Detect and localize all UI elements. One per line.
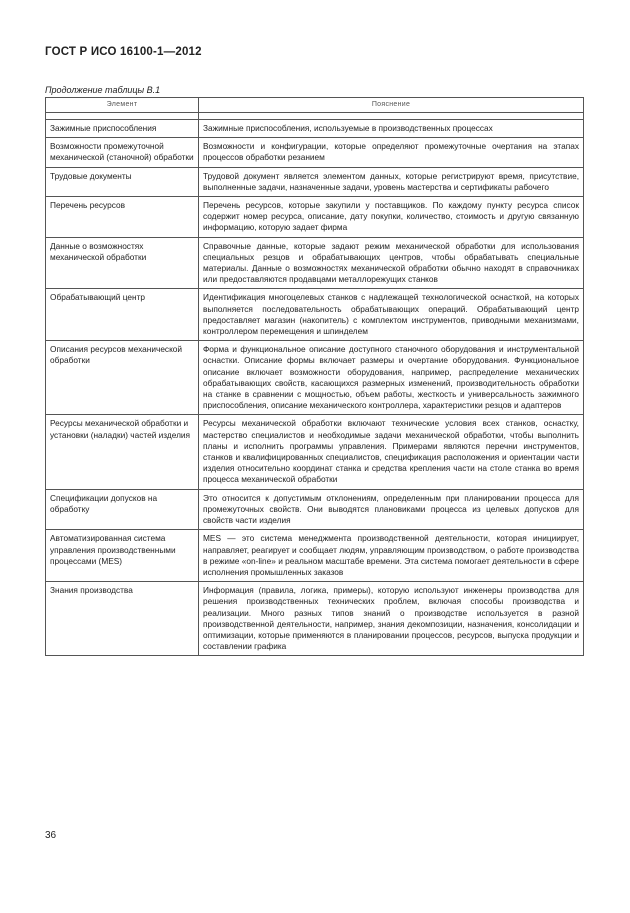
row-element-cell: Данные о возможностях механической обработки <box>46 237 199 289</box>
row-description-cell: Идентификация многоцелевых станков с надлежащей технологической оснасткой, на которых выполняется последовательность обрабатывающих операций. Обрабатывающий центр предоставляет магазин (накопитель) с комплектом инструментов, приводными механизмами, контроллером перемещения и шпинделем <box>199 289 584 341</box>
row-element-cell: Трудовые документы <box>46 167 199 196</box>
row-element-cell: Зажимные приспособления <box>46 120 199 138</box>
table-caption: Продолжение таблицы В.1 <box>45 85 161 95</box>
table-row <box>46 415 584 489</box>
document-header: ГОСТ Р ИСО 16100-1—2012 <box>45 46 202 58</box>
table-row <box>46 489 584 530</box>
table-row <box>46 582 584 656</box>
row-description-cell: Перечень ресурсов, которые закупили у поставщиков. По каждому пункту ресурса список содержит номер ресурса, описание, дату покупки, количество, стоимость и другую связанную информацию, которую задает фирма <box>199 197 584 238</box>
row-description-cell: Возможности и конфигурации, которые определяют промежуточные очертания на этапах процессов обработки резанием <box>199 138 584 167</box>
row-element-cell: Автоматизированная система управления производственными процессами (MES) <box>46 530 199 582</box>
row-element-cell: Спецификации допусков на обработку <box>46 489 199 530</box>
row-description-cell: Справочные данные, которые задают режим механической обработки для использования специальных резцов и обрабатывающих центров, чтобы обрабатывать специальные материалы. Данные о возможностях механической обработки обычно находят в справочниках или предоставляются продавцами металлорежущих станков <box>199 237 584 289</box>
row-description-cell: Ресурсы механической обработки включают технические условия всех станков, оснастку, мастерство специалистов и необходимые задачи механической обработки, чтобы выполнить планы и исполнить программы управления. Примерами являются перечни инструментов, станков и квалифицированных специалистов, спецификация расположения и ориентации части изделия относительно координат станка и средства крепления части на столе станка во время процесса механической обработки <box>199 415 584 489</box>
definitions-table <box>45 97 584 656</box>
table-row <box>46 530 584 582</box>
table-row <box>46 167 584 196</box>
row-element-cell: Обрабатывающий центр <box>46 289 199 341</box>
table-row <box>46 237 584 289</box>
page-number: 36 <box>45 830 57 841</box>
row-element-cell: Знания производства <box>46 582 199 656</box>
row-description-cell: Информация (правила, логика, примеры), которую используют инженеры производства для решения производственных технических проблем, включая способы производства и реализации. Много разных типов знаний о производстве используется в разной производственной деятельности, например, знания декомпозиции, назначения, консолидации и оптимизации, которые применяются в планировании процессов, ресурсов, выпуска продукции и составлении графика <box>199 582 584 656</box>
table-row <box>46 138 584 167</box>
column-header-element: Элемент <box>46 98 199 113</box>
table-row <box>46 120 584 138</box>
row-description-cell: Зажимные приспособления, используемые в производственных процессах <box>199 120 584 138</box>
table-spacer-row <box>46 113 584 120</box>
row-description-cell: MES — это система менеджмента производственной деятельности, которая инициирует, направляет, реагирует и сообщает людям, управляющим производством, о работе производства в режиме «on-line» и реальном масштабе времени. Эта система помогает деятельности в сфере исполнения промышленных заказов <box>199 530 584 582</box>
column-header-description: Пояснение <box>199 98 584 113</box>
row-description-cell: Это относится к допустимым отклонениям, определенным при планировании процесса для промежуточных свойств. Они выводятся плановиками процесса из целевых допусков для свойств части изделия <box>199 489 584 530</box>
row-element-cell: Ресурсы механической обработки и установки (наладки) частей изделия <box>46 415 199 489</box>
table-header-row <box>46 98 584 113</box>
row-description-cell: Форма и функциональное описание доступного станочного оборудования и инструментальной оснастки. Описание формы включает размеры и очертание оборудования. Функциональное описание включает возможности оборудования, например, распределение механических обрабатывающих свойств, касающихся размерных изменений, производительность обработки на станке в сравнении с мощностью, объем работы, жесткость и универсальность зажимного приспособления, описание механического контроллера, характеристики резцов и адаптеров <box>199 341 584 415</box>
table-row <box>46 197 584 238</box>
row-element-cell: Возможности промежуточной механической (станочной) обработки <box>46 138 199 167</box>
row-description-cell: Трудовой документ является элементом данных, которые регистрируют время, присутствие, выполненные задачи, назначенные задачи, уровень мастерства и сертификаты рабочего <box>199 167 584 196</box>
table-body <box>46 113 584 656</box>
table-row <box>46 289 584 341</box>
row-element-cell: Перечень ресурсов <box>46 197 199 238</box>
table-row <box>46 341 584 415</box>
row-element-cell: Описания ресурсов механической обработки <box>46 341 199 415</box>
